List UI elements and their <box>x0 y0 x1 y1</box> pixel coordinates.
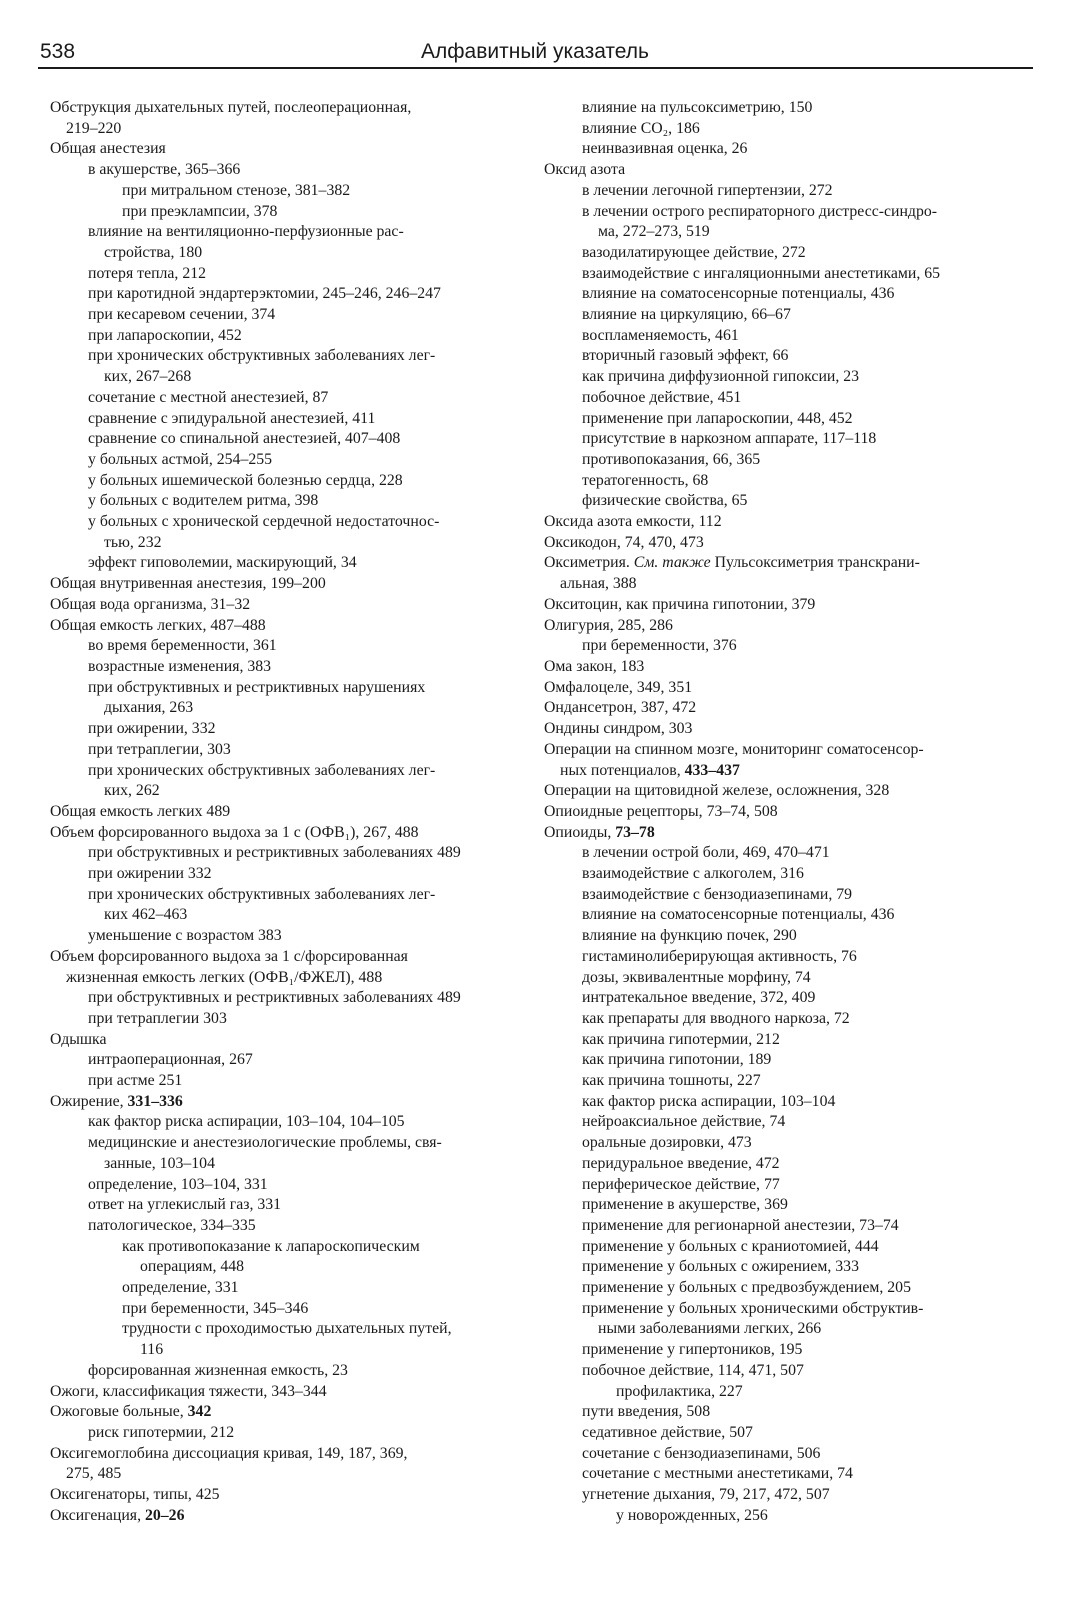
index-entry: применение у больных с краниотомией, 444 <box>582 1237 879 1255</box>
index-entry: влияние на вентиляционно-перфузионные рас- <box>88 223 404 241</box>
index-entry: влияние на пульсоксиметрию, 150 <box>582 99 813 116</box>
index-entry: Операции на спинном мозге, мониторинг соматосенсор- <box>544 740 924 758</box>
index-entry: у больных с водителем ритма, 398 <box>88 492 319 510</box>
index-entry: при астме 251 <box>88 1072 183 1090</box>
running-head: Алфавитный указатель <box>421 40 649 63</box>
index-entry: применение при лапароскопии, 448, 452 <box>582 409 853 427</box>
index-entry: влияние на соматосенсорные потенциалы, 436 <box>582 906 895 924</box>
index-entry: Ожоги, классификация тяжести, 343–344 <box>50 1382 327 1400</box>
index-entry: присутствие в наркозном аппарате, 117–118 <box>582 430 877 448</box>
index-entry: во время беременности, 361 <box>88 637 277 655</box>
index-entry: при каротидной эндартерэктомии, 245–246, 246–247 <box>88 285 441 303</box>
index-entry: Общая внутривенная анестезия, 199–200 <box>50 575 326 593</box>
index-entry: седативное действие, 507 <box>582 1424 753 1441</box>
index-entry: при хронических обструктивных заболеваниях лег- <box>88 347 436 365</box>
index-entry: Олигурия, 285, 286 <box>544 616 673 634</box>
index-entry: Оксикодон, 74, 470, 473 <box>544 533 704 551</box>
index-entry: Общая емкость легких 489 <box>50 802 231 820</box>
index-entry: ких 462–463 <box>104 906 188 924</box>
index-entry: Оксида азота емкости, 112 <box>544 513 722 531</box>
index-entry: трудности с проходимостью дыхательных путей, <box>122 1320 452 1338</box>
index-entry: при преэклампсии, 378 <box>122 202 278 220</box>
index-entry: влияние на циркуляцию, 66–67 <box>582 306 791 324</box>
index-entry: взаимодействие с алкоголем, 316 <box>582 865 804 883</box>
index-entry: Объем форсированного выдоха за 1 с/форсированная <box>50 947 408 965</box>
index-entry: нейроаксиальное действие, 74 <box>582 1113 786 1131</box>
index-entry: сочетание с бензодиазепинами, 506 <box>582 1444 821 1462</box>
index-entry: у больных ишемической болезнью сердца, 228 <box>88 471 403 489</box>
index-entry: операциям, 448 <box>140 1258 245 1276</box>
index-entry: Омфалоцеле, 349, 351 <box>544 678 693 696</box>
index-entry: влияние на функцию почек, 290 <box>582 927 797 945</box>
index-entry: в акушерстве, 365–366 <box>88 161 241 179</box>
index-entry: влияние на соматосенсорные потенциалы, 436 <box>582 285 895 303</box>
index-entry: уменьшение с возрастом 383 <box>88 927 282 945</box>
index-entry: сравнение с эпидуральной анестезией, 411 <box>88 409 376 427</box>
index-entry: Операции на щитовидной железе, осложнения, 328 <box>544 782 890 800</box>
index-entry: Ожирение, 331–336 <box>50 1092 183 1110</box>
index-entry: патологическое, 334–335 <box>88 1216 256 1234</box>
index-entry: Общая анестезия <box>50 140 166 158</box>
index-entry: применение у больных хроническими обструктив- <box>582 1299 924 1317</box>
index-entry: взаимодействие с бензодиазепинами, 79 <box>582 885 853 903</box>
index-entry: Ожоговые больные, 342 <box>50 1403 212 1421</box>
index-entry: при обструктивных и рестриктивных нарушениях <box>88 678 426 696</box>
index-entry: Оксигенаторы, типы, 425 <box>50 1486 220 1504</box>
index-entry: эффект гиповолемии, маскирующий, 34 <box>88 554 357 572</box>
index-entry: применение у больных с ожирением, 333 <box>582 1258 859 1276</box>
index-column-left <box>50 98 530 1527</box>
index-entry: при обструктивных и рестриктивных заболеваниях 489 <box>88 989 461 1007</box>
index-entry: угнетение дыхания, 79, 217, 472, 507 <box>582 1486 830 1504</box>
index-entry: как препараты для вводного наркоза, 72 <box>582 1009 850 1027</box>
index-entry: Оксиметрия. См. также Пульсоксиметрия транскрани- <box>544 554 920 572</box>
index-entry: при кесаревом сечении, 374 <box>88 306 276 324</box>
index-entry: гистаминолиберирующая активность, 76 <box>582 947 857 965</box>
index-entry: при обструктивных и рестриктивных заболеваниях 489 <box>88 844 461 862</box>
index-entry: в лечении острой боли, 469, 470–471 <box>582 844 830 862</box>
index-entry: как противопоказание к лапароскопическим <box>122 1237 420 1255</box>
index-entry: как фактор риска аспирации, 103–104, 104–105 <box>88 1113 405 1131</box>
index-entry: альная, 388 <box>560 575 637 593</box>
index-entry: при беременности, 376 <box>582 637 737 655</box>
index-entry: ких, 267–268 <box>104 368 192 386</box>
page-number: 538 <box>40 40 76 63</box>
index-entry: стройства, 180 <box>104 243 203 261</box>
index-entry: применение для регионарной анестезии, 73–74 <box>582 1216 899 1234</box>
index-entry: применение у гипертоников, 195 <box>582 1341 803 1359</box>
index-entry: Обструкция дыхательных путей, послеоперационная, <box>50 99 412 116</box>
index-entry: Ондансетрон, 387, 472 <box>544 699 697 717</box>
index-entry: как фактор риска аспирации, 103–104 <box>582 1092 836 1110</box>
index-entry: у больных астмой, 254–255 <box>88 450 273 468</box>
index-entry: применение в акушерстве, 369 <box>582 1196 788 1214</box>
index-entry: потеря тепла, 212 <box>88 264 207 282</box>
index-entry: дозы, эквивалентные морфину, 74 <box>582 968 811 986</box>
index-entry: взаимодействие с ингаляционными анестетиками, 65 <box>582 264 941 282</box>
index-entry: как причина гипотермии, 212 <box>582 1030 780 1048</box>
index-entry: Оксигенация, 20–26 <box>50 1506 185 1524</box>
index-entry: форсированная жизненная емкость, 23 <box>88 1361 348 1379</box>
index-entry: интраоперационная, 267 <box>88 1051 253 1069</box>
index-entry: определение, 103–104, 331 <box>88 1175 268 1193</box>
index-entry: дыхания, 263 <box>104 699 194 717</box>
index-entry: тератогенность, 68 <box>582 471 709 489</box>
index-entry: ных потенциалов, 433–437 <box>560 761 740 779</box>
index-entry: в лечении легочной гипертензии, 272 <box>582 181 833 199</box>
index-entry: влияние CO₂, 186 <box>582 119 700 137</box>
index-entry: ма, 272–273, 519 <box>598 223 710 241</box>
index-entry: медицинские и анестезиологические проблемы, свя- <box>88 1134 442 1152</box>
index-entry: Ондины синдром, 303 <box>544 720 693 738</box>
index-entry: риск гипотермии, 212 <box>88 1424 235 1441</box>
index-entry: сочетание с местными анестетиками, 74 <box>582 1465 853 1483</box>
index-entry: Опиоидные рецепторы, 73–74, 508 <box>544 802 778 820</box>
index-entry: сравнение со спинальной анестезией, 407–408 <box>88 430 401 448</box>
index-entry: побочное действие, 451 <box>582 388 742 406</box>
index-entry: как причина диффузионной гипоксии, 23 <box>582 368 860 386</box>
index-entry: пути введения, 508 <box>582 1403 711 1421</box>
index-entry: при митральном стенозе, 381–382 <box>122 181 351 199</box>
index-entry: Опиоиды, 73–78 <box>544 823 655 841</box>
index-entry: сочетание с местной анестезией, 87 <box>88 388 329 406</box>
index-entry: воспламеняемость, 461 <box>582 326 739 344</box>
index-entry: 275, 485 <box>66 1465 122 1483</box>
index-entry: при ожирении, 332 <box>88 720 216 738</box>
index-entry: при хронических обструктивных заболеваниях лег- <box>88 885 436 903</box>
index-entry: противопоказания, 66, 365 <box>582 450 761 468</box>
index-entry: при тетраплегии, 303 <box>88 740 231 758</box>
index-entry: при ожирении 332 <box>88 865 212 883</box>
index-entry: перидуральное введение, 472 <box>582 1154 780 1172</box>
index-entry: как причина гипотонии, 189 <box>582 1051 772 1069</box>
index-entry: определение, 331 <box>122 1279 239 1297</box>
index-entry: при лапароскопии, 452 <box>88 326 242 344</box>
index-entry: при тетраплегии 303 <box>88 1009 227 1027</box>
index-entry: ответ на углекислый газ, 331 <box>88 1196 282 1214</box>
index-entry: Общая вода организма, 31–32 <box>50 595 251 613</box>
index-entry: 219–220 <box>66 119 122 137</box>
index-entry: интратекальное введение, 372, 409 <box>582 989 816 1007</box>
index-entry: периферическое действие, 77 <box>582 1175 780 1193</box>
index-entry: занные, 103–104 <box>104 1154 215 1172</box>
index-entry: Оксид азота <box>544 161 626 179</box>
index-entry: 116 <box>140 1341 164 1359</box>
index-entry: Объем форсированного выдоха за 1 с (ОФВ₁), 267, 488 <box>50 823 419 841</box>
index-entry: оральные дозировки, 473 <box>582 1134 752 1152</box>
index-column-right <box>544 98 1024 1527</box>
index-entry: вторичный газовый эффект, 66 <box>582 347 789 365</box>
index-entry: вазодилатирующее действие, 272 <box>582 243 806 261</box>
index-entry: при хронических обструктивных заболеваниях лег- <box>88 761 436 779</box>
index-entry: физические свойства, 65 <box>582 492 748 510</box>
index-entry: Оксигемоглобина диссоциация кривая, 149, 187, 369, <box>50 1444 408 1462</box>
index-entry: Одышка <box>50 1030 107 1048</box>
index-entry: применение у больных с предвозбуждением, 205 <box>582 1279 911 1297</box>
index-entry: жизненная емкость легких (ОФВ₁/ФЖЕЛ), 488 <box>66 968 383 986</box>
index-entry: Окситоцин, как причина гипотонии, 379 <box>544 595 816 613</box>
index-entry: в лечении острого респираторного дистресс-синдро- <box>582 202 938 220</box>
index-entry: ких, 262 <box>104 782 160 800</box>
index-entry: Ома закон, 183 <box>544 657 645 675</box>
index-entry: тью, 232 <box>104 533 162 551</box>
index-entry: ными заболеваниями легких, 266 <box>598 1320 822 1338</box>
index-entry: у больных с хронической сердечной недостаточнос- <box>88 513 440 531</box>
index-entry: при беременности, 345–346 <box>122 1299 309 1317</box>
index-entry: как причина тошноты, 227 <box>582 1072 761 1090</box>
index-entry: профилактика, 227 <box>616 1382 743 1400</box>
index-entry: неинвазивная оценка, 26 <box>582 140 748 158</box>
index-entry: у новорожденных, 256 <box>616 1506 768 1524</box>
index-entry: возрастные изменения, 383 <box>88 657 272 675</box>
header-rule <box>38 67 1033 69</box>
index-entry: Общая емкость легких, 487–488 <box>50 616 266 634</box>
index-entry: побочное действие, 114, 471, 507 <box>582 1361 804 1379</box>
